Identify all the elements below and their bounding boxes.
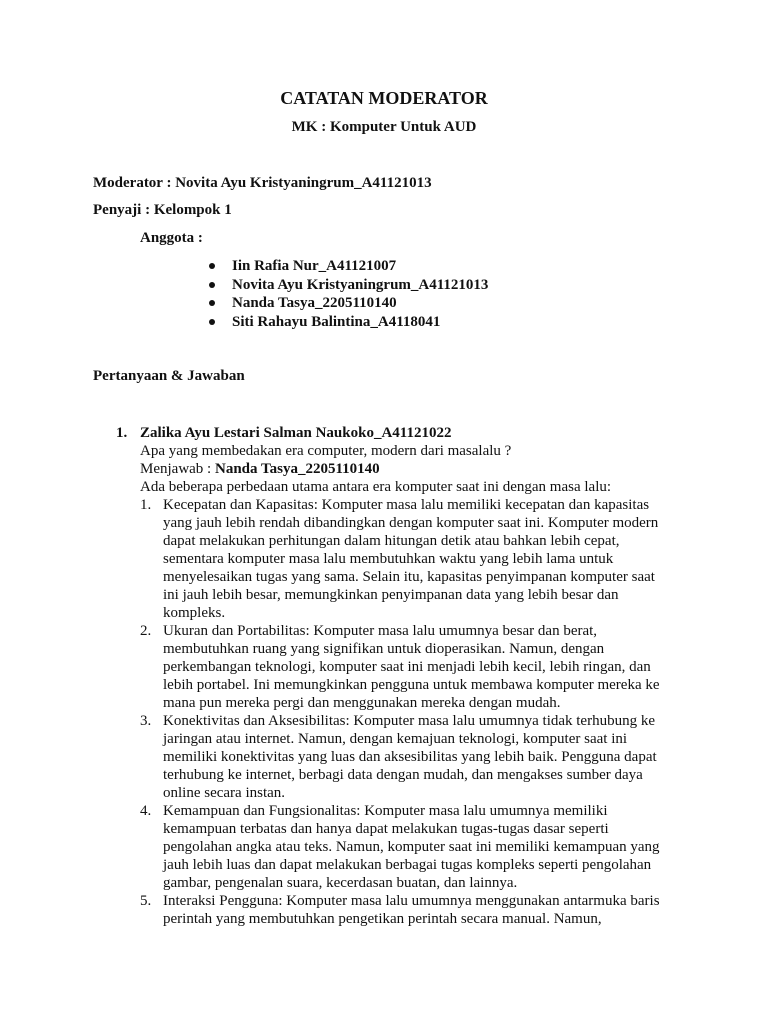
answer-line: perkembangan teknologi, komputer saat ini menjadi lebih kecil, lebih ringan, dan [163,659,651,675]
question-number: 1. [116,425,128,441]
answer-number: 1. [140,497,152,513]
answer-line: perintah yang membutuhkan pengetikan perintah secara manual. Namun, [163,911,602,927]
answer-line: mana pun mereka pergi dan menggunakan mereka dengan mudah. [163,695,561,711]
section-title: Pertanyaan & Jawaban [93,368,245,384]
answer-line: memiliki konektivitas yang luas dan aksesibilitas yang lebih baik. Pengguna dapat [163,749,657,765]
member-item: Novita Ayu Kristyaningrum_A41121013 [209,276,488,295]
answer-line: sementara komputer masa lalu membutuhkan waktu yang lebih lama untuk [163,551,614,567]
presenter-line: Penyaji : Kelompok 1 [93,202,232,218]
answer-line: kemampuan terbatas dan hanya dapat melakukan tugas-tugas dasar seperti [163,821,609,837]
answer-line: Kecepatan dan Kapasitas: Komputer masa lalu memiliki kecepatan dan kapasitas [163,497,650,513]
answer-item [140,496,700,622]
answer-line: ini jauh lebih besar, memungkinkan penyimpanan data yang lebih besar dan [163,587,619,603]
answers-list [140,496,700,928]
answer-number: 5. [140,893,152,909]
answer-line: Ukuran dan Portabilitas: Komputer masa lalu umumnya besar dan berat, [163,623,598,639]
bullet-icon [209,282,215,288]
answer-intro: Ada beberapa perbedaan utama antara era komputer saat ini dengan masa lalu: [140,479,612,495]
question-asker: Zalika Ayu Lestari Salman Naukoko_A41121022 [140,425,452,441]
answer-line: kompleks. [163,605,226,621]
answerer-name: Nanda Tasya_2205110140 [214,461,380,477]
answer-line: terhubung ke internet, berbagi data dengan mudah, dan mengakses sumber daya [163,767,643,783]
page-title: CATATAN MODERATOR [280,88,488,108]
answer-line: online secara instan. [163,785,286,801]
answer-line: menyelesaikan tugas yang sama. Selain itu, kapasitas penyimpanan komputer saat [163,569,655,585]
answer-line: yang jauh lebih rendah dibandingkan dengan komputer saat ini. Komputer modern [163,515,659,531]
answer-number: 2. [140,623,152,639]
answer-line: dapat melakukan perhitungan dalam hitungan detik atau bahkan lebih cepat, [163,533,620,549]
answer-text [163,712,683,802]
moderator-line: Moderator : Novita Ayu Kristyaningrum_A41121013 [93,175,432,191]
members-list [209,257,488,331]
bullet-icon [209,300,215,306]
answer-text [163,496,683,622]
answer-line: lebih portabel. Ini memungkinkan pengguna untuk membawa komputer mereka ke [163,677,660,693]
member-item: Nanda Tasya_2205110140 [209,294,488,313]
answer-line: jauh lebih luas dan dapat melakukan berbagai tugas kompleks seperti pengolahan [163,857,652,873]
answer-item [140,622,700,712]
bullet-icon [209,263,215,269]
answer-text [163,622,683,712]
question-block [140,424,700,496]
answer-line: Konektivitas dan Aksesibilitas: Komputer masa lalu umumnya tidak terhubung ke [163,713,655,729]
answer-text [163,892,683,928]
answer-line: Interaksi Pengguna: Komputer masa lalu umumnya menggunakan antarmuka baris [163,893,660,909]
answer-line: Kemampuan dan Fungsionalitas: Komputer masa lalu umumnya memiliki [163,803,608,819]
answer-line: membutuhkan ruang yang signifikan untuk dioperasikan. Namun, dengan [163,641,605,657]
answer-item [140,802,700,892]
question-text: Apa yang membedakan era computer, modern dari masalalu ? [140,443,512,459]
answer-line: jaringan atau internet. Namun, dengan kemajuan teknologi, komputer saat ini [163,731,628,747]
answer-line: gambar, pengenalan suara, kecerdasan buatan, dan lainnya. [163,875,518,891]
member-item: Iin Rafia Nur_A41121007 [209,257,488,276]
member-item: Siti Rahayu Balintina_A4118041 [209,313,488,332]
answer-item [140,892,700,928]
course-subtitle: MK : Komputer Untuk AUD [291,119,477,135]
answer-number: 3. [140,713,152,729]
bullet-icon [209,319,215,325]
answerer-line [140,460,700,478]
answer-line: pengolahan angka atau teks. Namun, komputer saat ini memiliki kemampuan yang [163,839,660,855]
answer-item [140,712,700,802]
answer-text [163,802,683,892]
answer-label: Menjawab : [140,461,215,477]
answer-number: 4. [140,803,152,819]
members-label: Anggota : [140,230,203,246]
